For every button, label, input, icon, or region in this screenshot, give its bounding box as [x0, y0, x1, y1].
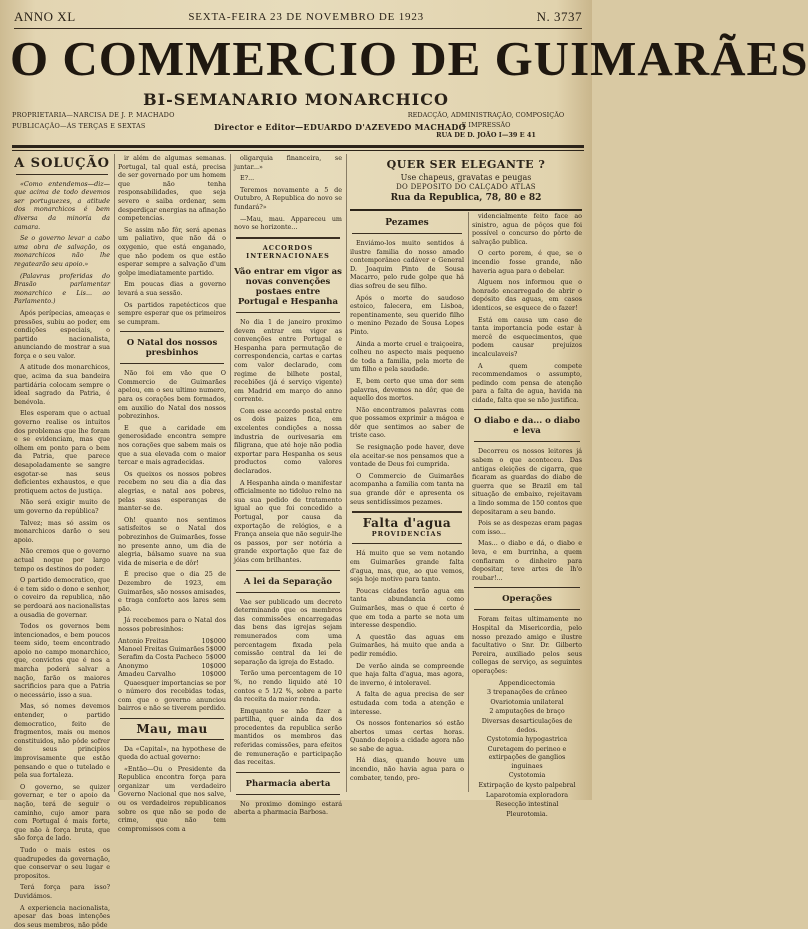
column-divider: [114, 154, 115, 792]
paragraph: De verão ainda se compreende que haja falta d'agua, mas agora, de inverno, é intoleravel.: [350, 662, 464, 688]
masthead-left: [12, 110, 182, 132]
paragraph: Após o morte do saudoso estoico, falecera, em Lisboa, repentinamente, seu querido filho o menino Pezado de Sousa Lopes Pinto.: [350, 294, 464, 337]
paragraph: O partido democratico, que é e tem sido o dono e senhor, o coveiro da republica, não se perdoará aos nacionalistas a ousadia de governar.: [14, 576, 110, 619]
paragraph: Decorreu os nossos leitores já sabem o que aconteceu. Das antigas eleições de cigarra, que ficaram as guardas do diabo de guerra que se Brazil em tal situação de embaixo, rejeitavam a lindo somma de 150 contos que depositaram a seu bando.: [472, 447, 582, 516]
paragraph: Tudo o mais estes os quadrupedes da governação, que conservar o seu lugar e propositos.: [14, 846, 110, 880]
column-1: [14, 154, 110, 792]
donor-name: Anonymo: [118, 662, 148, 670]
section-label: ACCORDOS INTERNACIONAES: [234, 244, 342, 261]
paragraph: Não será exigir muito de um governo da república?: [14, 498, 110, 515]
masthead-rule-thin: [12, 150, 584, 151]
divider: [236, 794, 340, 795]
column-3: [234, 154, 342, 792]
article-heading: Pharmacia aberta: [234, 779, 342, 789]
donor-name: Amadeu Carvalho: [118, 670, 176, 678]
ad-headline: QUER SER ELEGANTE ?: [350, 158, 582, 171]
paragraph: A Hespanha ainda o manifestar officialmente no tidoluo relno na sua sua pedido de tratamento igual ao que foi concedido a Portugal, por causa da exportação de relógios, e a França anseia que não seguir-lhe os passos, por ser notória a grande exportação que faz de jóias com brilhantes.: [234, 479, 342, 565]
paragraph: A questão das aguas em Guimarães, há muito que anda a pedir remédio.: [350, 633, 464, 659]
donation-row: [118, 637, 226, 645]
paragraph: Pois se as despezas eram pagas com isso...: [472, 519, 582, 536]
divider: [474, 409, 580, 410]
donor-name: Antonio Freitas: [118, 637, 168, 645]
paragraph: O certo porem, é que, se o incendio fosse grande, não haveria agua para o debelar.: [472, 249, 582, 275]
newspaper-title: O COMMERCIO DE GUIMARÃES: [10, 30, 582, 88]
proprietor: PROPRIETARIA—NARCISA DE J. P. MACHADO: [12, 110, 182, 121]
operation-item: Cystotomia hypogastrica: [472, 735, 582, 744]
article-subheading: PROVIDENCIAS: [350, 530, 464, 539]
divider: [120, 739, 224, 740]
article-heading: O diabo e da... o diabo e leva: [472, 416, 582, 436]
director-line: Director e Editor—EDUARDO D'AZEVEDO MACHADO: [214, 122, 466, 132]
donation-list: [118, 637, 226, 679]
paragraph: A quem compete recommendamos o assumpto, pedindo com pensa de atenção para a falta de agua, havida na cidade, falta que se não justifica.: [472, 362, 582, 405]
divider: [352, 511, 462, 513]
paragraph: videncialmente feito face ao sinistro, agua de pôços que foi possível o concurso do pôrto de salvação publica.: [472, 212, 582, 246]
operation-item: Laparotomia exploradora: [472, 791, 582, 800]
paragraph: Já recebemos para o Natal dos nossos pobresinhos:: [118, 616, 226, 633]
article-quote: Se o governo levar a cabo uma obra de salvação, os monarchicos não lhe regatearão seu apoio.»: [14, 234, 110, 268]
article-heading: A SOLUÇÃO: [14, 160, 110, 169]
paragraph: Em poucas dias a governo levará a sua sessão.: [118, 280, 226, 297]
ad-address: Rua da Republica, 78, 80 e 82: [350, 193, 582, 203]
paragraph: Não encontramos palavras com que possamos exprimir a mágoa e dôr que sentimos ao saber de triste caso.: [350, 406, 464, 440]
paragraph: Se assim não fôr, será apenas um paliativo, que não dá o oxygenio, que está enganado, que não podem os que estão esperar sempre a salvação d'um golpe imediatamente partido.: [118, 226, 226, 278]
paragraph: Eles esperam que o actual governo realise os intuitos dos problemas que lhe foram e se evidenciam, mas que olhem em ponto para o bem da Patria, que parece desapoladamente se sangre esgotar-se nas seus deficientes exhaustos, e que protiquem actos de justiça.: [14, 409, 110, 495]
paragraph: Os queixos os nossos pobres recebem no seu dia a dia das alegrias, e natal aos pobres, pelas suas esperanças de manter-se de.: [118, 470, 226, 513]
article-heading: Pezames: [350, 218, 464, 228]
operation-item: Resecção intestinal: [472, 800, 582, 809]
ad-line: DO DEPOSITO DO CALÇADO ATLAS: [350, 183, 582, 191]
donation-amount: 5$000: [206, 653, 226, 661]
column-5: [472, 212, 582, 792]
donor-name: Serafim da Costa Pacheco: [118, 653, 202, 661]
operation-item: Ovariotomia unilateral: [472, 698, 582, 707]
operations-list: [472, 679, 582, 819]
masthead-right: [388, 110, 584, 140]
paragraph: A falta de agua precisa de ser estudada com toda a atenção e interesse.: [350, 690, 464, 716]
paragraph: Após perípecias, ameaças e pressões, subiu ao poder, em condições especiais, o partido nacionalista, anunciando de mostrar a sua força e o seu valor.: [14, 309, 110, 361]
divider: [236, 312, 340, 313]
operation-item: Pleurotomia.: [472, 810, 582, 819]
paragraph: Oh! quanto nos sentimos satisfeitos se o Natal dos pobrezinhos de Guimarães, fosse no presente anno, um dia de alegria, bálsamo suave na sua vida de miseria e de dôr!: [118, 516, 226, 568]
donor-name: Manoel Freitas Guimarães: [118, 645, 204, 653]
newspaper-subtitle: BI-SEMANARIO MONARCHICO: [0, 90, 592, 109]
donation-amount: 10$000: [202, 662, 226, 670]
divider: [236, 570, 340, 571]
donation-row: [118, 662, 226, 670]
column-divider: [468, 212, 469, 792]
ad-line: Use chapeus, gravatas e peugas: [350, 173, 582, 182]
article-heading: Mau, mau: [118, 725, 226, 734]
paragraph: No dia 1 de janeiro proximo devem entrar em vigor as convenções entre Portugal e Hespanha para permutação de correspondencia, cartas e cartas com valor declarado, com regime de bilhete postal, recebiões (já é serviço vigente) em Madrid em março do anno corrente.: [234, 318, 342, 404]
paragraph: Não foi em vão que O Commercio de Guimarães apelou, em o seu ultimo numero, para os corações bem formados, em auxilio do Natal dos nossos pobrezinhos.: [118, 369, 226, 421]
paragraph: E que a caridade em generosidade encontra sempre nos corações que sabem mais os que a sua elevada com o maior tercar e mais agradecidas.: [118, 424, 226, 467]
paragraph: ir além de algumas semanas. Portugal, tal qual está, precisa de ser governado por um homem que não tenha responsabilidades, que seja severo e saiba ordenar, sem desperdiçar energias na afinação competencias.: [118, 154, 226, 223]
masthead-rule: [12, 145, 584, 148]
operation-item: Cystotomia: [472, 771, 582, 780]
donation-row: [118, 653, 226, 661]
year-volume: ANNO XL: [14, 9, 76, 25]
divider: [352, 543, 462, 544]
paragraph: A experiencia nacionalista, apesar das boas intenções dos seus membros, não pôde: [14, 904, 110, 929]
paragraph: Ainda a morte cruel e traiçoeira, colheu no aspecto mais pequeno de toda a familia, pela morte de um filho e pela saudade.: [350, 340, 464, 374]
operation-item: Diversas desarticulações de dedos.: [472, 717, 582, 734]
issue-date: SEXTA-FEIRA 23 DE NOVEMBRO DE 1923: [188, 11, 424, 23]
paragraph: Há dias, quando houve um incendio, não havia agua para o combater, tendo, pro-: [350, 756, 464, 782]
paragraph: Terá força para isso? Duvidámos.: [14, 883, 110, 900]
divider: [352, 233, 462, 234]
paragraph: Da «Capital», na hypothese de queda do actual governo:: [118, 745, 226, 762]
paragraph: Talvez; mas só assim os monarchicos darão o seu apoio.: [14, 519, 110, 545]
paragraph: O governo, se quizer governar, e ter o apoio da nação, terá de seguir o caminho, cujo amor para com Portugal é mais forte, que não à força bruta, que são força de lado.: [14, 783, 110, 843]
paragraph: Mas... o diabo e dá, o diabo e leva, e em burrinha, a quem confiaram o dinheiro para depositar, teve artes de lh'o roubar!...: [472, 539, 582, 582]
divider: [120, 718, 224, 719]
paragraph: Foram feitas ultimamente no Hospital da Misericordia, pelo nosso prezado amigo e ilustre facultativo o Snr. Dr. Gilberto Pereira, auxiliado pelos seus collegas de serviço, as seguintes operações:: [472, 615, 582, 675]
paragraph: A atitude dos monarchicos, que, acima da sua bandeira partidária colocam sempre o ideal sagrado da Patria, é benévola.: [14, 363, 110, 406]
column-divider: [346, 154, 347, 792]
paragraph: Com esse accordo postal entre os dois paizes fica, em excelentes condições a nossa industria de ourivesaria em filigrana, que até hoje não podia exportar para Hespanha os seus productos como valores declarados.: [234, 407, 342, 476]
article-quote: «Como entendemos—diz—que acima de todo devemos ser portuguezes, a atitude dos monarchicos é bem diversa da minoria da camara.: [14, 180, 110, 232]
paragraph: Poucas cidades terão agua em tanta abundancia como Guimarães, mas o que é certo é que em toda a parte se nota um interesse despendio.: [350, 587, 464, 630]
operation-item: Curetagem do perineo e extirpações de ganglios inguinaes: [472, 745, 582, 771]
paragraph: Vae ser publicado um decreto determinando que os membros das commissões encarregadas das bens das igrejas sejam remunerados com uma percentagem fixada pela comissão central da lei de separação da igreja do Estado.: [234, 598, 342, 667]
publication-days: PUBLICAÇÃO—ÁS TERÇAS E SEXTAS: [12, 121, 182, 132]
paragraph: Alguem nos informou que o honrado encarregado de abrir o depósito das aguas, em casos identicos, se esquece de o fazer!: [472, 278, 582, 312]
paragraph: Terão uma percentagem de 10 %, no rendo liquido até 10 contos e 5 1/2 %, sobre a parte da receita da maior renda.: [234, 669, 342, 703]
article-heading: Falta d'agua: [350, 519, 464, 528]
dateline: [14, 6, 582, 29]
donation-amount: 10$000: [202, 670, 226, 678]
advertisement: [350, 154, 582, 211]
paragraph: O Commercio de Guimarães acompanha a familia com tanta na sua grande dôr e apresenta os seus sentidíssimos pezames.: [350, 472, 464, 506]
paragraph: É preciso que o dia 25 de Dezembro de 1923, em Guimarães, são nossos amisades, e traga conforto aos lares sem pão.: [118, 570, 226, 613]
column-divider: [230, 154, 231, 792]
paragraph: «Então—Ou o Presidente da Republica encontra força para organizar um verdadeiro Governo Nacional que nos salve, ou os verdadeiros republicanos sobre os que não se podo de crime, que não tem compromissos com a: [118, 765, 226, 834]
divider: [236, 592, 340, 593]
column-2: [118, 154, 226, 792]
office-line-1: REDACÇÃO, ADMINISTRAÇÃO, COMPOSIÇÃO: [388, 110, 584, 120]
donation-amount: 5$000: [206, 645, 226, 653]
paragraph: Enviámo-los muito sentidos á ilustre familia do nosso amado contemporâneo cadáver e General D. Joaquim Pinto de Sousa Macarro, pelo rude golpe que há dias sofreu de seu filho.: [350, 239, 464, 291]
article-heading: Vão entrar em vigor as novas convenções postaes entre Portugal e Hespanha: [234, 267, 342, 307]
paragraph: Não cremos que o governo actual noque por largo tempo os destinos do poder.: [14, 547, 110, 573]
divider: [120, 363, 224, 364]
operation-item: Appendicectomia: [472, 679, 582, 688]
divider: [474, 441, 580, 442]
paragraph: Mas, só nomes devemos entender, o partido democratico, feito de fragmentos, mais ou menos constituidos, não pôde sofrer de seus principios improvisamente que estão pensando e que o tutelado e pela sua fortaleza.: [14, 702, 110, 779]
issue-number: N. 3737: [537, 9, 582, 25]
paragraph: Emquanto se não fizer a partilha, quer ainda da dos procedentes da republica serão mantidos os membros das referidas comissões, para efeitos de remuneração e participação das receitas.: [234, 707, 342, 767]
paragraph: No proximo domingo estará aberta a pharmacia Barbosa.: [234, 800, 342, 817]
article-heading: O Natal dos nossos presbinhos: [118, 338, 226, 358]
divider: [474, 609, 580, 610]
divider: [236, 237, 340, 239]
paragraph: Está em causa um caso de tanta importancia pode estar à mercê de esquecimentos, que podem causar prejuízos incalculaveis?: [472, 316, 582, 359]
paragraph: E?...: [234, 174, 342, 183]
operation-item: 2 amputações de braço: [472, 707, 582, 716]
article-heading: A lei da Separação: [234, 577, 342, 587]
operation-item: 3 trepanações de crâneo: [472, 688, 582, 697]
article-quote-source: (Palavras proferidas do Brasão parlamentar monarchico e Lis... ao Parlamento.): [14, 272, 110, 306]
operation-item: Extirpação de kysto palpebral: [472, 781, 582, 790]
paragraph: Todos os governos bem intencionados, e bem poucos teem sido, teem encontrado apoio no campo monarchico, que, convictos que é nos a marcha poderá salvar a nação, farão os maiores sacrificios para que a Patria o necessário, isso a sua.: [14, 622, 110, 699]
paragraph: E, bem certo que uma dor sem palavras, devemos na dôr, que de aquello dos mortos.: [350, 377, 464, 403]
column-4: [350, 212, 464, 792]
office-address: RUA DE D. JOÃO I—39 E 41: [388, 130, 584, 140]
donation-amount: 10$000: [202, 637, 226, 645]
paragraph: oligarquia financeira, se juntar...»: [234, 154, 342, 171]
donation-row: [118, 645, 226, 653]
divider: [474, 587, 580, 588]
paragraph: Se resignação pode haver, deve ela aceitar-se nos pensamos que a vontade de Deus foi cumprida.: [350, 443, 464, 469]
paragraph: —Mau, mau. Appareceu um novo se horizonte...: [234, 215, 342, 232]
paragraph: Os nossos fontenarios só estão abertos umas certas horas. Quando depois a cidade agora não se sabe de agua.: [350, 719, 464, 753]
paragraph: Teremos novamente a 5 de Outubro, A Republica do novo se fundará?»: [234, 186, 342, 212]
donation-row: [118, 670, 226, 678]
divider: [16, 174, 108, 175]
paragraph: Os partidos rapetécticos que sempre esperar que os primeiros se cumpram.: [118, 301, 226, 327]
paragraph: Há muito que se vem notando em Guimarães grande falta d'agua, mas, que, ao que vemos, seja hoje motivo para tanto.: [350, 549, 464, 583]
paragraph: Quaesquer importancias se por o número dos recebidas todas, com que o governo anunciou bairros e não se tiverem perdido.: [118, 679, 226, 713]
office-line-2: E IMPRESSÃO: [388, 120, 584, 130]
divider: [120, 331, 224, 332]
divider: [236, 772, 340, 773]
article-heading: Operações: [472, 594, 582, 604]
